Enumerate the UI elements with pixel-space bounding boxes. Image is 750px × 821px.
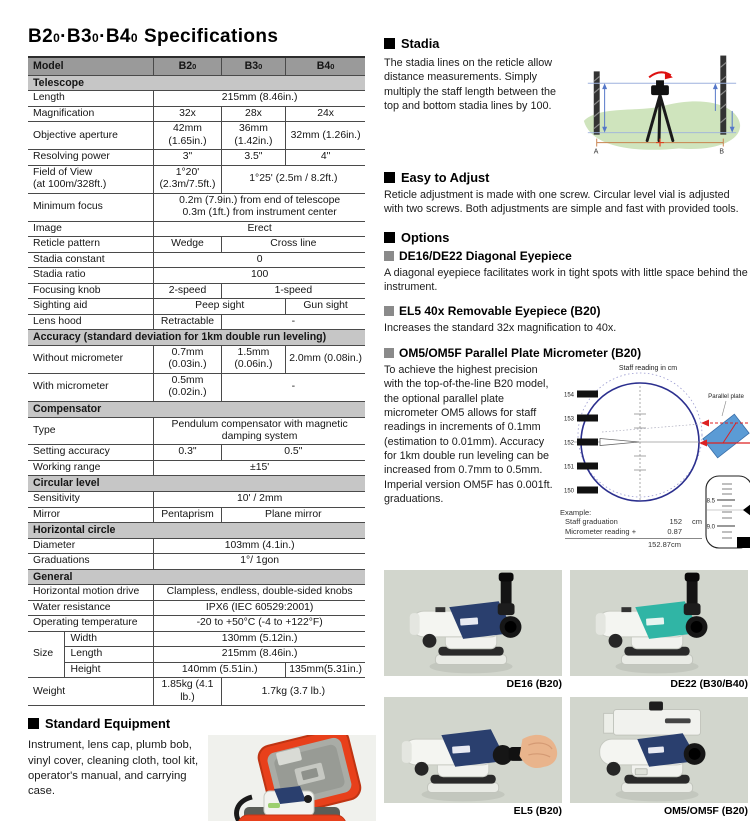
title-model-1: B2	[28, 26, 54, 47]
row-type: Type Pendulum compensator with magnetic damping system	[28, 417, 365, 445]
photo-caption-de16: DE16 (B20)	[506, 677, 562, 690]
left-column	[28, 26, 378, 821]
gray-square-icon	[384, 306, 394, 316]
example-total: 152.87cm	[648, 539, 681, 549]
row-size-length: Length 215mm (8.46in.)	[28, 647, 365, 662]
photo-caption-de22: DE22 (B30/B40)	[670, 677, 748, 690]
row-weight: Weight 1.85kg (4.1 lb.) 1.7kg (3.7 lb.)	[28, 678, 365, 706]
title-model-3: B4	[105, 26, 131, 47]
row-with-micrometer: With micrometer 0.5mm (0.02in.) -	[28, 373, 365, 401]
section-accuracy: Accuracy (standard deviation for 1km double run leveling)	[28, 330, 365, 346]
standard-equipment-text: Instrument, lens cap, plumb bob, vinyl cover, cleaning cloth, tool kit, operator's manual, and carrying case.	[28, 739, 199, 798]
option-om5	[384, 346, 748, 556]
micrometer-example: Example: Staff graduation 152 cm Micrometer reading + 0.87 152.87cm	[560, 507, 702, 549]
scale-8-5: 8.5	[706, 498, 715, 505]
row-lens-hood: Lens hood Retractable -	[28, 314, 365, 329]
product-photo-om5	[570, 697, 748, 817]
row-size-height: Height 140mm (5.51in.) 135mm(5.31in.)	[28, 662, 365, 677]
om5-text: To achieve the highest precision with the top-of-the-line B20 model, the optional parallel plate micrometer OM5 allows for staff readings in increments of 0.1mm (estimation to 0.01mm). Accuracy for 1km double run leveling can be increased from 0.7mm to 0.5mm. Imperial version OM5F has 0.001ft. graduations.	[384, 363, 553, 506]
row-horizontal-motion-drive: Horizontal motion drive Clampless, endless, double-sided knobs	[28, 585, 365, 600]
gray-square-icon	[384, 251, 394, 261]
carrying-case-photo	[208, 735, 376, 821]
standard-equipment-section	[28, 716, 378, 821]
title-word: Specifications	[143, 26, 279, 47]
gray-square-icon	[384, 348, 394, 358]
row-objective-aperture: Objective aperture 42mm (1.65in.) 36mm (1.42in.) 32mm (1.26in.)	[28, 122, 365, 150]
page-title: B20·B30·B40 Specifications	[28, 26, 279, 47]
row-stadia-constant: Stadia constant 0	[28, 252, 365, 267]
photo-caption-om5: OM5/OM5F (B20)	[663, 804, 748, 817]
example-sum-line	[565, 538, 702, 539]
row-reticle-pattern: Reticle pattern Wedge Cross line	[28, 237, 365, 252]
staff-153: 153	[563, 416, 574, 423]
section-general: General	[28, 569, 365, 585]
staff-152: 152	[563, 440, 574, 447]
specifications-table	[28, 56, 365, 706]
stadia-text: The stadia lines on the reticle allow distance measurements. Simply multiply the staff length between the top and bottom stadia lines by 100.	[384, 57, 557, 113]
example-label: Example:	[560, 507, 592, 517]
row-stadia-ratio: Stadia ratio 100	[28, 268, 365, 283]
row-mirror: Mirror Pentaprism Plane mirror	[28, 507, 365, 522]
row-graduations: Graduations 1°/ 1gon	[28, 554, 365, 569]
carrying-case-illustration	[208, 735, 376, 821]
row-size-width: Size Width 130mm (5.12in.)	[28, 631, 365, 646]
page-edge-mark	[737, 537, 750, 548]
scale-9-0: 9.0	[706, 524, 715, 531]
row-water-resistance: Water resistance IPX6 (IEC 60529:2001)	[28, 600, 365, 615]
header-b30: B30	[221, 57, 286, 75]
product-photo-grid	[384, 570, 748, 817]
om5-heading: OM5/OM5F Parallel Plate Micrometer (B20)	[384, 346, 748, 360]
staff-151: 151	[563, 464, 574, 471]
row-field-of-view: Field of View (at 100m/328ft.) 1°20' (2.3m/7.5ft.) 1°25' (2.5m / 8.2ft.)	[28, 165, 365, 193]
staff-154: 154	[563, 392, 574, 399]
options-section	[384, 230, 748, 556]
easy-adjust-text: Reticle adjustment is made with one screw. Circular level vial is adjusted with two screws. Both adjustments are simple and fast with provided tools.	[384, 189, 739, 216]
stadia-illustration	[572, 53, 748, 157]
product-photo-de16	[384, 570, 562, 690]
black-square-icon	[384, 232, 395, 243]
photo-caption-el5: EL5 (B20)	[513, 804, 562, 817]
option-el5	[384, 304, 748, 335]
row-sighting-aid: Sighting aid Peep sight Gun sight	[28, 299, 365, 314]
row-length: Length 215mm (8.46in.)	[28, 91, 365, 106]
row-resolving-power: Resolving power 3" 3.5" 4"	[28, 150, 365, 165]
staff-150: 150	[563, 488, 574, 495]
standard-equipment-heading: Standard Equipment	[28, 716, 378, 731]
black-square-icon	[28, 718, 39, 729]
row-operating-temperature: Operating temperature -20 to +50°C (-4 to +122°F)	[28, 616, 365, 631]
header-b40: B40	[286, 57, 365, 75]
easy-adjust-section	[384, 170, 748, 217]
el5-instrument-illustration	[384, 697, 562, 803]
stadia-heading: Stadia	[384, 36, 748, 51]
row-working-range: Working range ±15'	[28, 460, 365, 475]
de22-instrument-illustration	[570, 570, 748, 676]
row-diameter: Diameter 103mm (4.1in.)	[28, 538, 365, 553]
de16-instrument-illustration	[384, 570, 562, 676]
black-square-icon	[384, 38, 395, 49]
parallel-plate-label: Parallel plate	[708, 392, 744, 400]
product-photo-de22	[570, 570, 748, 690]
el5-text: Increases the standard 32x magnification to 40x.	[384, 322, 617, 335]
right-column	[384, 36, 748, 817]
row-focusing-knob: Focusing knob 2-speed 1-speed	[28, 283, 365, 298]
section-telescope: Telescope	[28, 75, 365, 91]
options-heading: Options	[384, 230, 748, 245]
section-horizontal-circle: Horizontal circle	[28, 523, 365, 539]
easy-adjust-heading: Easy to Adjust	[384, 170, 748, 185]
product-photo-el5	[384, 697, 562, 817]
row-minimum-focus: Minimum focus 0.2m (7.9in.) from end of telescope 0.3m (1ft.) from instrument center	[28, 193, 365, 221]
row-setting-accuracy: Setting accuracy 0.3" 0.5"	[28, 445, 365, 460]
micrometer-diagram	[560, 360, 750, 556]
row-magnification: Magnification 32x 28x 24x	[28, 106, 365, 121]
de16-de22-heading: DE16/DE22 Diagonal Eyepiece	[384, 249, 748, 263]
table-header-row	[28, 57, 365, 75]
section-compensator: Compensator	[28, 401, 365, 417]
header-b20: B20	[154, 57, 221, 75]
stadia-label-a: A	[593, 148, 599, 156]
black-square-icon	[384, 172, 395, 183]
stadia-label-b: B	[719, 148, 724, 156]
row-without-micrometer: Without micrometer 0.7mm (0.03in.) 1.5mm (0.06in.) 2.0mm (0.08in.)	[28, 345, 365, 373]
diagram-title: Staff reading in cm	[618, 364, 678, 372]
option-de16-de22	[384, 249, 748, 295]
om5-instrument-illustration	[570, 697, 748, 803]
header-model: Model	[28, 57, 154, 75]
de16-de22-text: A diagonal eyepiece facilitates work in tight spots with little space behind the instrument.	[384, 266, 748, 294]
section-circular-level: Circular level	[28, 476, 365, 492]
el5-heading: EL5 40x Removable Eyepiece (B20)	[384, 304, 748, 318]
title-model-2: B3	[66, 26, 92, 47]
row-sensitivity: Sensitivity 10' / 2mm	[28, 492, 365, 507]
stadia-section	[384, 36, 748, 157]
row-image: Image Erect	[28, 221, 365, 236]
